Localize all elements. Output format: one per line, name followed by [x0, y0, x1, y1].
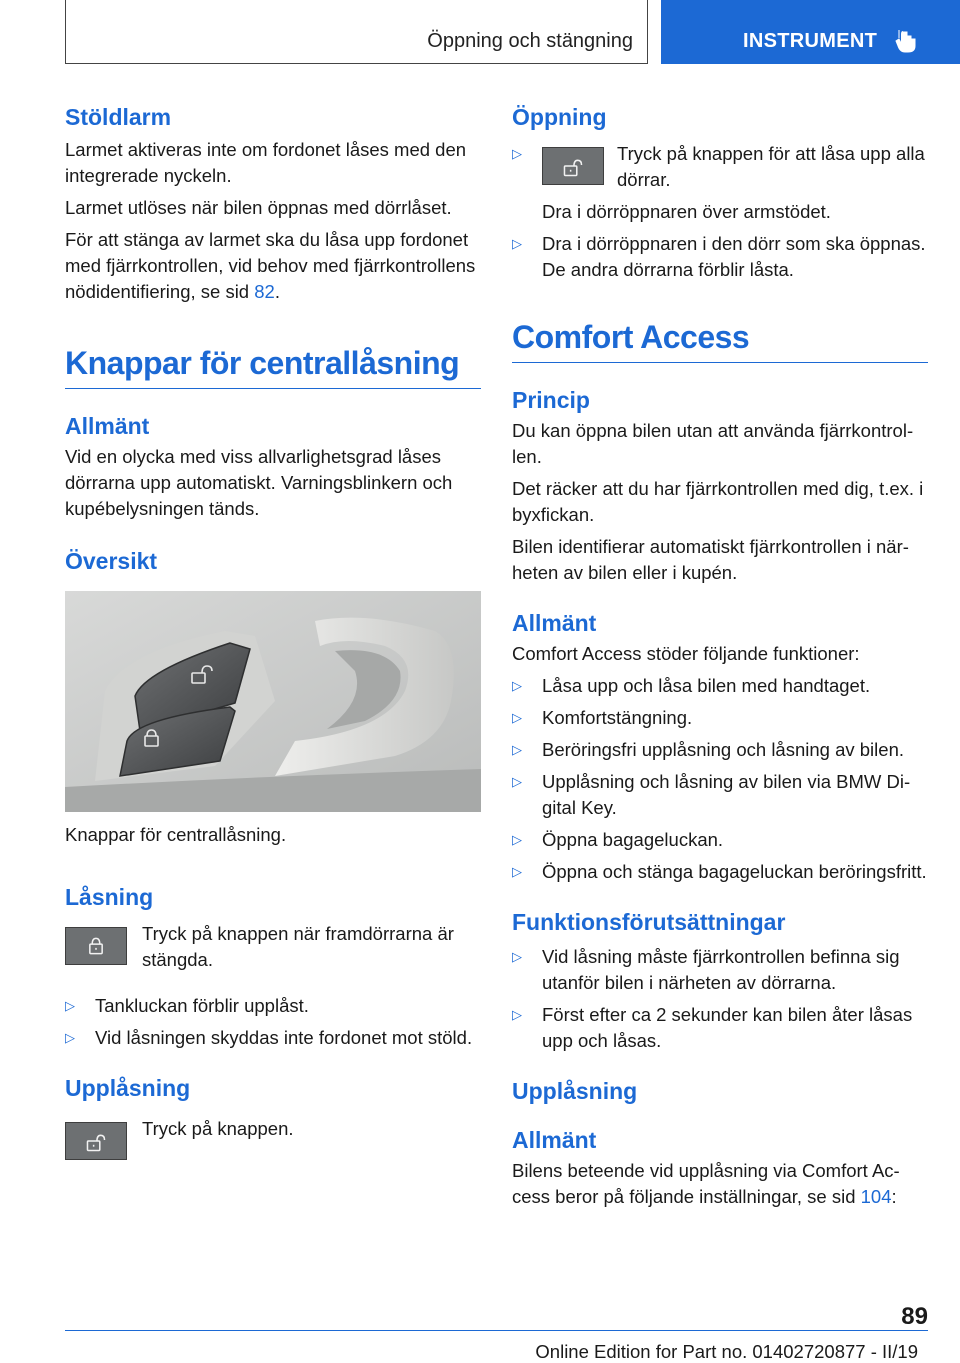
- page-link-104[interactable]: 104: [860, 1186, 892, 1207]
- list-item: ▷ Upplåsning och låsning av bilen via BMW Digital Key.: [512, 771, 911, 818]
- princip-p2: Det räcker att du har fjärrkontrollen med dig, t.ex. i byxfickan.: [512, 478, 924, 525]
- list-item: ▷ Beröringsfri upplåsning och låsning av bilen.: [512, 739, 904, 760]
- upplasning-text-body: Bilens beteende vid upplåsning via Comfort Access beror på följande inställningar, se sid: [512, 1160, 900, 1207]
- lock-open-icon: [542, 147, 604, 185]
- left-column: [65, 100, 481, 1160]
- list-item: ▷ Öppna bagageluckan.: [512, 829, 724, 850]
- lasning-text: Tryck på knappen när framdörrarna är stängda.: [142, 923, 454, 970]
- comfort-functions-list: [512, 673, 928, 885]
- chapter-label: INSTRUMENT: [743, 30, 878, 52]
- list-item: ▷ Dra i dörröppnaren i den dörr som ska öppnas. De andra dörrarna förblir låsta.: [512, 233, 926, 280]
- stoldlarm-p2: Larmet utlöses när bilen öppnas med dörrlåset.: [65, 197, 452, 218]
- funktionsforutsattningar-heading: Funktionsförutsättningar: [512, 909, 786, 935]
- page-link-82[interactable]: 82: [254, 281, 275, 302]
- list-item: ▷ Vid låsning måste fjärrkontrollen befinna sig utanför bilen i närheten av dörrarna.: [512, 946, 900, 993]
- allmant-heading: Allmänt: [65, 413, 150, 439]
- central-locking-heading: Knappar för centrallåsning: [65, 345, 481, 389]
- lasning-list: [65, 993, 481, 1051]
- header-chapter-tab: [661, 0, 960, 64]
- upplasning-text: Tryck på knappen.: [142, 1118, 294, 1139]
- lock-closed-icon: [65, 927, 127, 965]
- stoldlarm-heading: Stöldlarm: [65, 104, 172, 130]
- stoldlarm-p3: [65, 227, 481, 305]
- oppning-bullet1-text: Tryck på knappen för att låsa upp alla dörrar.: [617, 143, 925, 190]
- header-section-box: [65, 0, 648, 64]
- hand-pointer-icon: [893, 26, 921, 54]
- right-column: [512, 100, 928, 1210]
- bullet-triangle: ▷: [512, 146, 522, 161]
- lock-open-icon: [65, 1122, 127, 1160]
- allmant-intro: Comfort Access stöder följande funktioner:: [512, 643, 860, 664]
- upplasning-row: [65, 1116, 481, 1160]
- comfort-access-heading: Comfort Access: [512, 319, 928, 363]
- oppning-item-1: [512, 141, 928, 193]
- lasning-heading: Låsning: [65, 884, 154, 910]
- oversikt-heading: Översikt: [65, 548, 158, 574]
- upplasning-text-end: :: [891, 1186, 897, 1207]
- list-item: ▷ Låsa upp och låsa bilen med handtaget.: [512, 675, 871, 696]
- page-number: 89: [901, 1303, 928, 1330]
- princip-heading: Princip: [512, 387, 590, 413]
- list-item: ▷ Vid låsningen skyddas inte fordonet mot stöld.: [65, 1027, 473, 1048]
- upplasning-text: [512, 1158, 928, 1210]
- list-item: ▷ Tankluckan förblir upplåst.: [65, 995, 309, 1016]
- edition-text: Online Edition for Part no. 01402720877 - II/19: [535, 1341, 918, 1362]
- oppning-heading: Öppning: [512, 104, 607, 130]
- stoldlarm-p3-end: .: [274, 281, 280, 302]
- upplasning-sub-heading: Allmänt: [512, 1127, 597, 1153]
- footer: [65, 1330, 928, 1362]
- upplasning-heading: Upplåsning: [512, 1078, 638, 1104]
- list-item: ▷ Öppna och stänga bagageluckan beröringsfritt.: [512, 861, 927, 882]
- allmant-heading: Allmänt: [512, 610, 597, 636]
- stoldlarm-p1: Larmet aktiveras inte om fordonet låses med den integrerade nyckeln.: [65, 139, 467, 186]
- section-title: Öppning och stängning: [427, 30, 633, 52]
- princip-p1: Du kan öppna bilen utan att använda fjärrkontrollen.: [512, 420, 914, 467]
- princip-p3: Bilen identifierar automatiskt fjärrkontrollen i närheten av bilen eller i kupén.: [512, 536, 909, 583]
- photo-caption: Knappar för centrallåsning.: [65, 824, 287, 845]
- oppning-bullet1-sub: Dra i dörröppnaren över armstödet.: [542, 201, 831, 222]
- lasning-row: [65, 921, 481, 973]
- oppning-list: [512, 231, 928, 283]
- conditions-list: [512, 944, 928, 1054]
- door-buttons-photo: [65, 591, 481, 812]
- allmant-text: Vid en olycka med viss allvarlighetsgrad låses dörrarna upp automatiskt. Varningsblinkern och kupébelysningen tänds.: [65, 446, 453, 519]
- list-item: ▷ Komfortstängning.: [512, 707, 693, 728]
- stoldlarm-p3-text: För att stänga av larmet ska du låsa upp fordonet med fjärrkontrollen, vid behov med fjärrkontrollens nödidentifiering, se sid: [65, 229, 476, 302]
- list-item: ▷ Först efter ca 2 sekunder kan bilen åter låsas upp och låsas.: [512, 1004, 913, 1051]
- upplasning-heading: Upplåsning: [65, 1075, 191, 1101]
